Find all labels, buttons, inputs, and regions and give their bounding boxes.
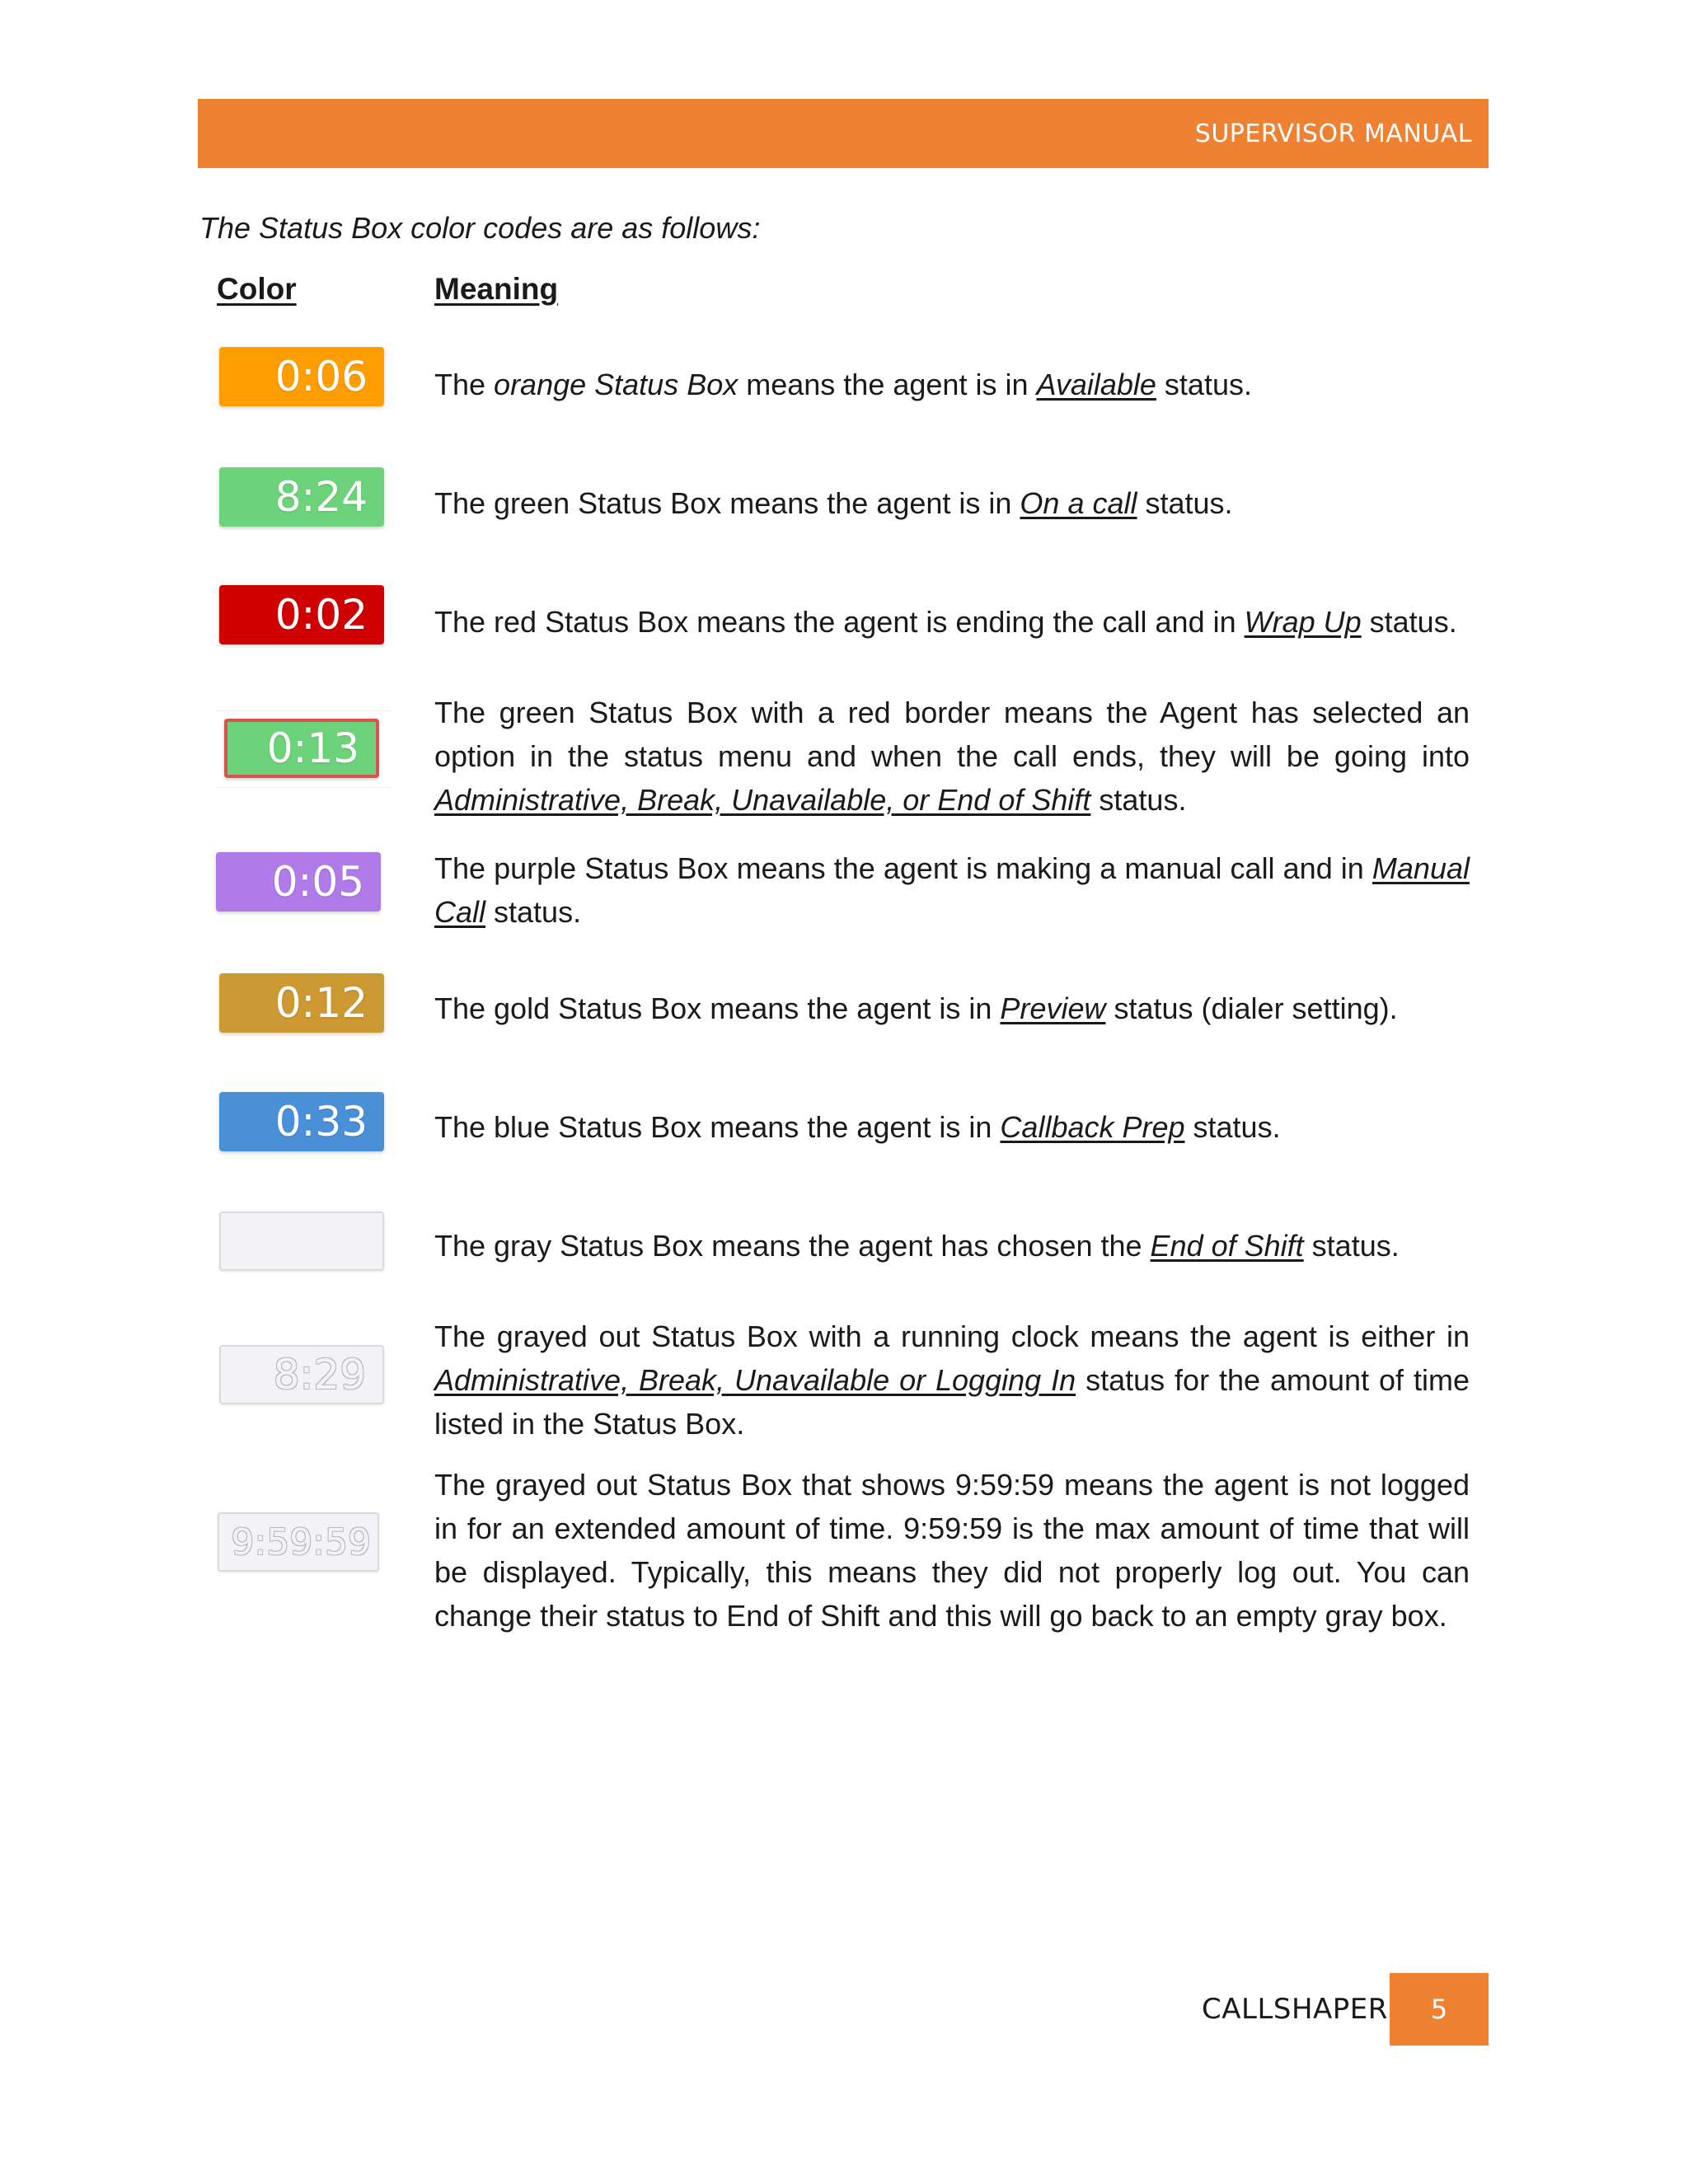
status-box-red: 0:02 [219, 585, 384, 644]
status-box-green: 8:24 [219, 467, 384, 527]
row-description-grayed-running: The grayed out Status Box with a running clock means the agent is either in Administrative, Break, Unavailable or Logging In status for the amount of time listed in the Status Box. [434, 1319, 1470, 1441]
header-bar [198, 99, 1489, 168]
row-description-green-red-border: The green Status Box with a red border means the Agent has selected an option in the status menu and when the call ends, they will be going into Administrative, Break, Unavailable, or End of Shift status. [434, 696, 1470, 817]
row-description-gray: The gray Status Box means the agent has chosen the End of Shift status. [434, 1229, 1400, 1263]
intro-text: The Status Box color codes are as follows: [199, 211, 761, 245]
status-box-green-red-border: 0:13 [224, 719, 379, 778]
page-number: 5 [1390, 1973, 1489, 2046]
row-description-orange: The orange Status Box means the agent is in Available status. [434, 368, 1252, 401]
status-box-gold: 0:12 [219, 973, 384, 1033]
column-header-meaning: Meaning [434, 272, 559, 306]
row-description-blue: The blue Status Box means the agent is in Callback Prep status. [434, 1110, 1281, 1144]
header-title: SUPERVISOR MANUAL [1194, 119, 1472, 148]
status-box-grayed-running: 8:29 [219, 1345, 384, 1404]
footer-brand: CALLSHAPER [1202, 1993, 1388, 2026]
row-description-grayed-max: The grayed out Status Box that shows 9:59:59 means the agent is not logged in for an extended amount of time. 9:59:59 is the max amount of time that will be displayed. Typically, this means they did not properly log out. You can change their status to End of Shift and this will go back to an empty gray box. [434, 1468, 1470, 1633]
row-description-green: The green Status Box means the agent is in On a call status. [434, 486, 1233, 520]
status-box-gray [219, 1212, 384, 1271]
status-box-blue: 0:33 [219, 1092, 384, 1151]
status-box-purple: 0:05 [216, 852, 381, 912]
status-box-orange: 0:06 [219, 347, 384, 406]
row-description-red: The red Status Box means the agent is ending the call and in Wrap Up status. [434, 605, 1457, 639]
status-box-grayed-max: 9:59:59 [218, 1512, 379, 1572]
row-description-gold: The gold Status Box means the agent is in Preview status (dialer setting). [434, 991, 1398, 1025]
column-header-color: Color [217, 272, 297, 306]
row-description-purple: The purple Status Box means the agent is making a manual call and in Manual Call status. [434, 851, 1470, 929]
